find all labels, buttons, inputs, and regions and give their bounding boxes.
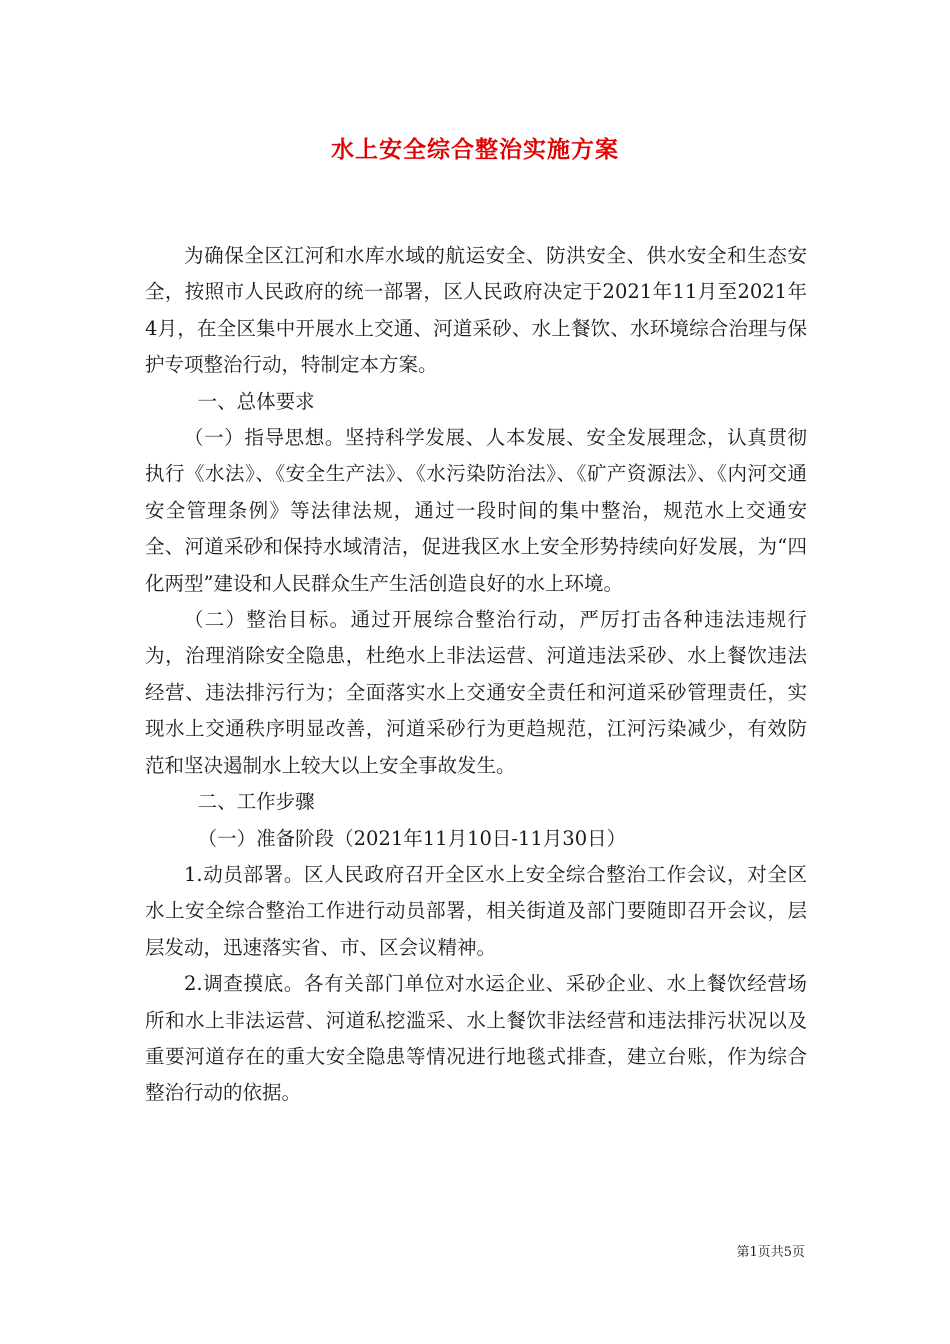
paragraph-intro: 为确保全区江河和水库水域的航运安全、防洪安全、供水安全和生态安全，按照市人民政府的统一部署，区人民政府决定于2021年11月至2021年4月，在全区集中开展水上交通、河道采砂、水上餐饮、水环境综合治理与保护专项整治行动，特制定本方案。 [145,244,807,377]
page-number: 第1页共5页 [736,1245,805,1260]
document-title: 水上安全综合整治实施方案 [331,136,619,163]
paragraph-mobilization: 1.动员部署。区人民政府召开全区水上安全综合整治工作会议，对全区水上安全综合整治工作进行动员部署，相关街道及部门要随即召开会议，层层发动，迅速落实省、市、区会议精神。 [145,862,807,959]
paragraph-rectification-goals: （二）整治目标。通过开展综合整治行动，严厉打击各种违法违规行为，治理消除安全隐患，杜绝水上非法运营、河道违法采砂、水上餐饮违法经营、违法排污行为；全面落实水上交通安全责任和河道采砂管理责任，实现水上交通秩序明显改善，河道采砂行为更趋规范，江河污染减少，有效防范和坚决遏制水上较大以上安全事故发生。 [145,608,807,777]
section-heading-general-requirements: 一、总体要求 [197,389,315,413]
document-body [145,238,807,1112]
paragraph-investigation: 2.调查摸底。各有关部门单位对水运企业、采砂企业、水上餐饮经营场所和水上非法运营、河道私挖滥采、水上餐饮非法经营和违法排污状况以及重要河道存在的重大安全隐患等情况进行地毯式排查，建立台账，作为综合整治行动的依据。 [145,972,807,1105]
section-heading-work-steps: 二、工作步骤 [197,790,315,814]
paragraph-guiding-ideology: （一）指导思想。坚持科学发展、人本发展、安全发展理念，认真贯彻执行《水法》、《安全生产法》、《水污染防治法》、《矿产资源法》、《内河交通安全管理条例》等法律法规，通过一段时间的集中整治，规范水上交通安全、河道采砂和保持水域清洁，促进我区水上安全形势持续向好发展，为“四化两型”建设和人民群众生产生活创造良好的水上环境。 [145,426,807,595]
subsection-heading-preparation-stage: （一）准备阶段（2021年11月10日-11月30日） [197,826,627,850]
